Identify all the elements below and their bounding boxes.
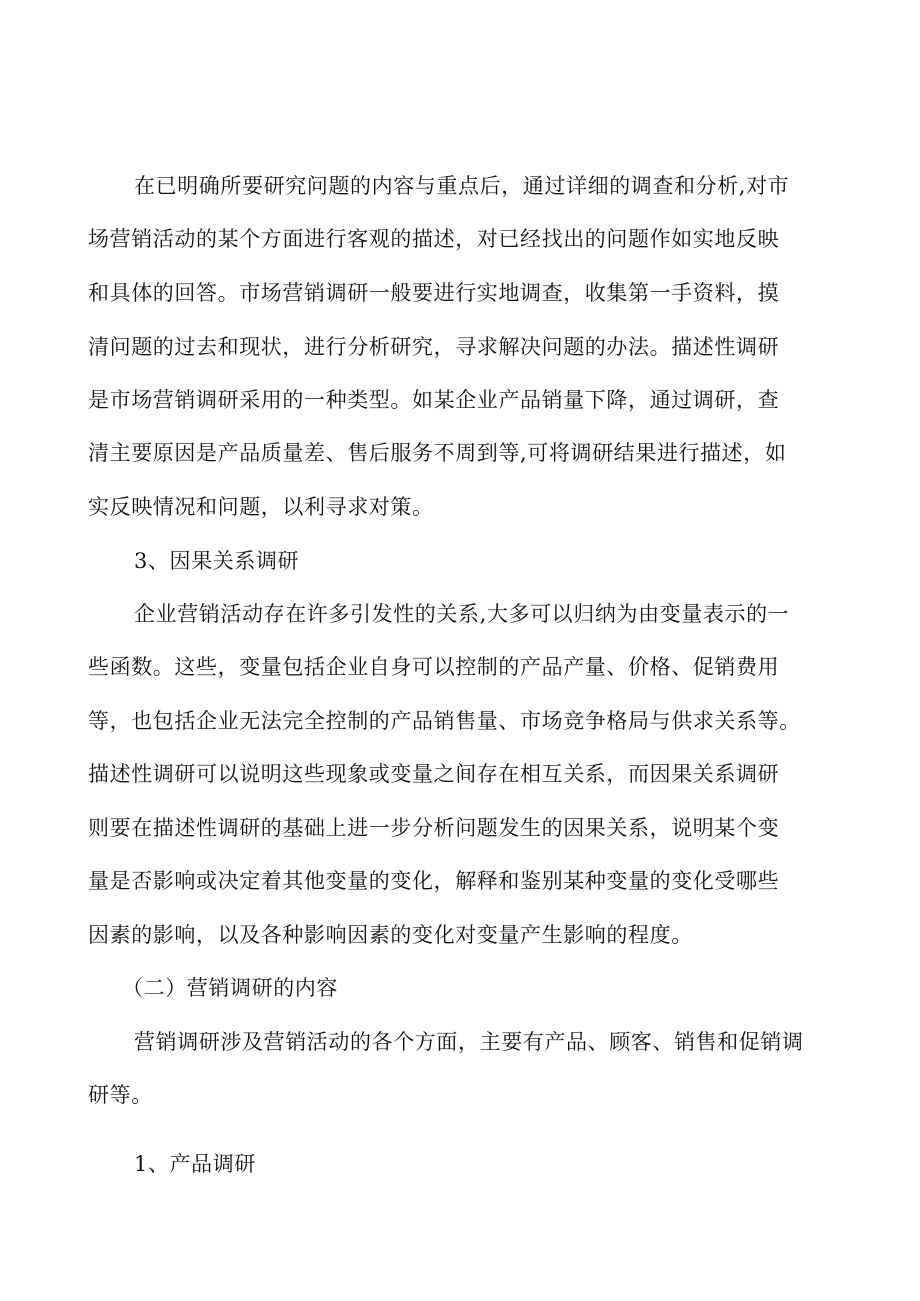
- text-line: 场营销活动的某个方面进行客观的描述，对已经找出的问题作如实地反映: [88, 227, 780, 251]
- heading-product-research: 1、产品调研: [134, 1152, 256, 1176]
- text-line: 清主要原因是产品质量差、售后服务不周到等,可将调研结果进行描述，如: [88, 441, 787, 465]
- text-line: 企业营销活动存在许多引发性的关系,大多可以归纳为由变量表示的一: [134, 602, 790, 626]
- text-line: 是市场营销调研采用的一种类型。如某企业产品销量下降，通过调研，查: [88, 388, 780, 412]
- text-line: 因素的影响，以及各种影响因素的变化对变量产生影响的程度。: [88, 923, 693, 947]
- text-line: 则要在描述性调研的基础上进一步分析问题发生的因果关系，说明某个变: [88, 816, 780, 840]
- text-line: 清问题的过去和现状，进行分析研究，寻求解决问题的办法。描述性调研: [88, 335, 780, 359]
- text-line: 在已明确所要研究问题的内容与重点后，通过详细的调查和分析,对市: [134, 174, 790, 198]
- text-line: 等，也包括企业无法完全控制的产品销售量、市场竞争格局与供求关系等。: [88, 709, 801, 733]
- heading-research-content: （二）营销调研的内容: [122, 976, 338, 1000]
- text-line: 实反映情况和问题，以利寻求对策。: [88, 495, 434, 519]
- text-line: 量是否影响或决定着其他变量的变化，解释和鉴别某种变量的变化受哪些: [88, 869, 780, 893]
- text-line: 营销调研涉及营销活动的各个方面，主要有产品、顾客、销售和促销调: [134, 1030, 804, 1054]
- text-line: 些函数。这些，变量包括企业自身可以控制的产品产量、价格、促销费用: [88, 655, 780, 679]
- text-line: 描述性调研可以说明这些现象或变量之间存在相互关系，而因果关系调研: [88, 762, 780, 786]
- heading-causal-research: 3、因果关系调研: [134, 549, 300, 573]
- text-line: 和具体的回答。市场营销调研一般要进行实地调查，收集第一手资料，摸: [88, 281, 780, 305]
- text-line: 研等。: [88, 1083, 153, 1107]
